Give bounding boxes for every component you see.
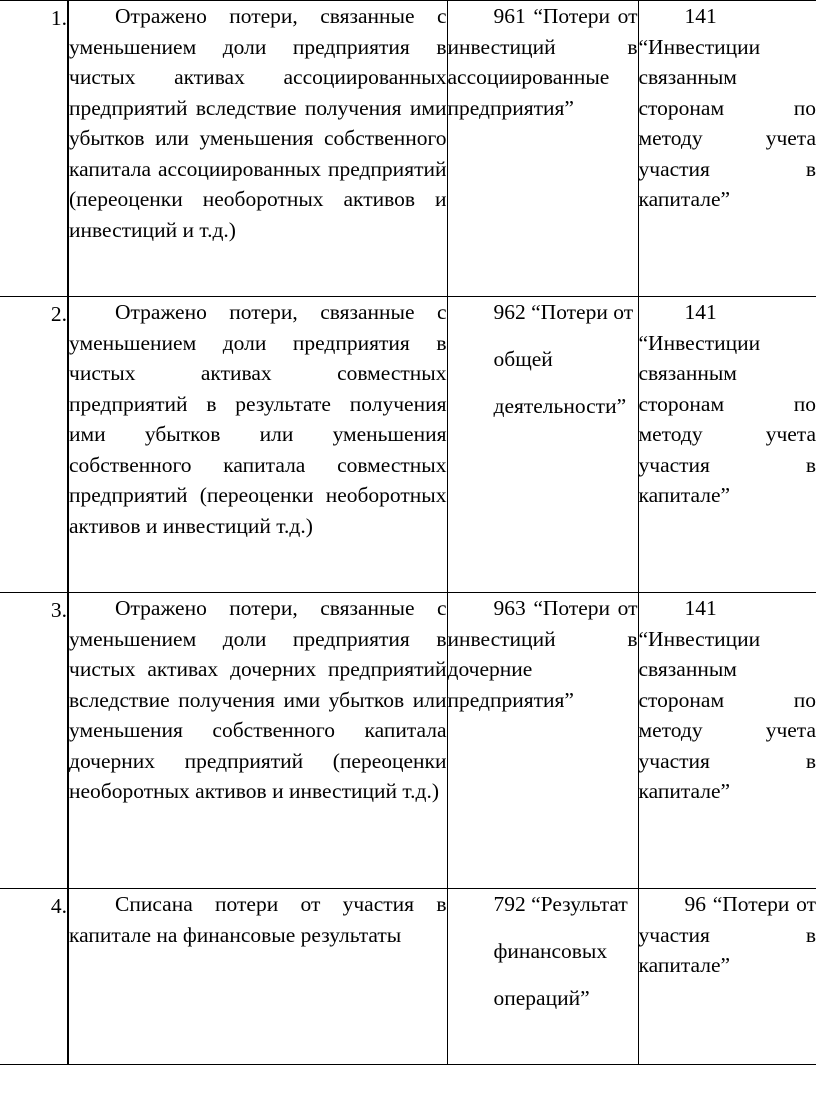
debit-account: 961 “Потери от инвестиций в ассоциированные предприятия” [447, 4, 638, 120]
description-cell [68, 889, 447, 1065]
debit-account-line: деятельности” [493, 393, 627, 418]
debit-account-cell [447, 593, 638, 889]
operation-description: Отражено потери, связанные с уменьшением доли предприятия в чистых активах дочерних предприятий вследствие получения ими убытков или уменьшения собственного капитала дочерних предприятий (переоценки необоротных активов и инвестиций т.д.) [69, 596, 447, 803]
row-number: 1. [50, 6, 67, 30]
table-row [0, 889, 816, 1065]
debit-account-line: операций” [493, 985, 590, 1010]
row-number-cell [0, 1, 68, 297]
credit-account: 96 “Потери от участия в капитале” [638, 892, 816, 977]
debit-account-cell [447, 297, 638, 593]
credit-account-cell [638, 593, 816, 889]
row-number-cell [0, 889, 68, 1065]
table-row [0, 297, 816, 593]
operation-description: Отражено потери, связанные с уменьшением доли предприятия в чистых активах ассоциированных предприятий вследствие получения ими убытков или уменьшения собственного капитала ассоциированных предприятий (переоценки необоротных активов и инвестиций и т.д.) [69, 4, 447, 242]
credit-account-cell [638, 889, 816, 1065]
row-number: 4. [50, 894, 67, 918]
credit-account: 141 “Инвестиции связанным сторонам по методу учета участия в капитале” [638, 596, 816, 803]
operation-description: Списана потери от участия в капитале на финансовые результаты [69, 892, 447, 947]
debit-account-cell [447, 1, 638, 297]
credit-account-cell [638, 297, 816, 593]
credit-account-cell [638, 1, 816, 297]
table-row [0, 1, 816, 297]
description-cell [68, 593, 447, 889]
row-number: 2. [50, 302, 67, 326]
credit-account: 141 “Инвестиции связанным сторонам по методу учета участия в капитале” [638, 4, 816, 211]
table-row [0, 593, 816, 889]
debit-account-cell [447, 889, 638, 1065]
debit-account-line: финансовых [493, 938, 608, 963]
credit-account: 141 “Инвестиции связанным сторонам по методу учета участия в капитале” [638, 300, 816, 507]
debit-account: 963 “Потери от инвестиций в дочерние предприятия” [447, 596, 638, 712]
row-number-cell [0, 593, 68, 889]
debit-account-line: 792 “Результат [493, 892, 628, 916]
description-cell [68, 297, 447, 593]
debit-account-line: общей [493, 346, 553, 371]
debit-account-line: 962 “Потери от [493, 300, 634, 324]
description-cell [68, 1, 447, 297]
row-number: 3. [50, 598, 67, 622]
row-number-cell [0, 297, 68, 593]
operation-description: Отражено потери, связанные с уменьшением доли предприятия в чистых активах совместных предприятий в результате получения ими убытков или уменьшения собственного капитала совместных предприятий (переоценки необоротных активов и инвестиций т.д.) [69, 300, 447, 538]
